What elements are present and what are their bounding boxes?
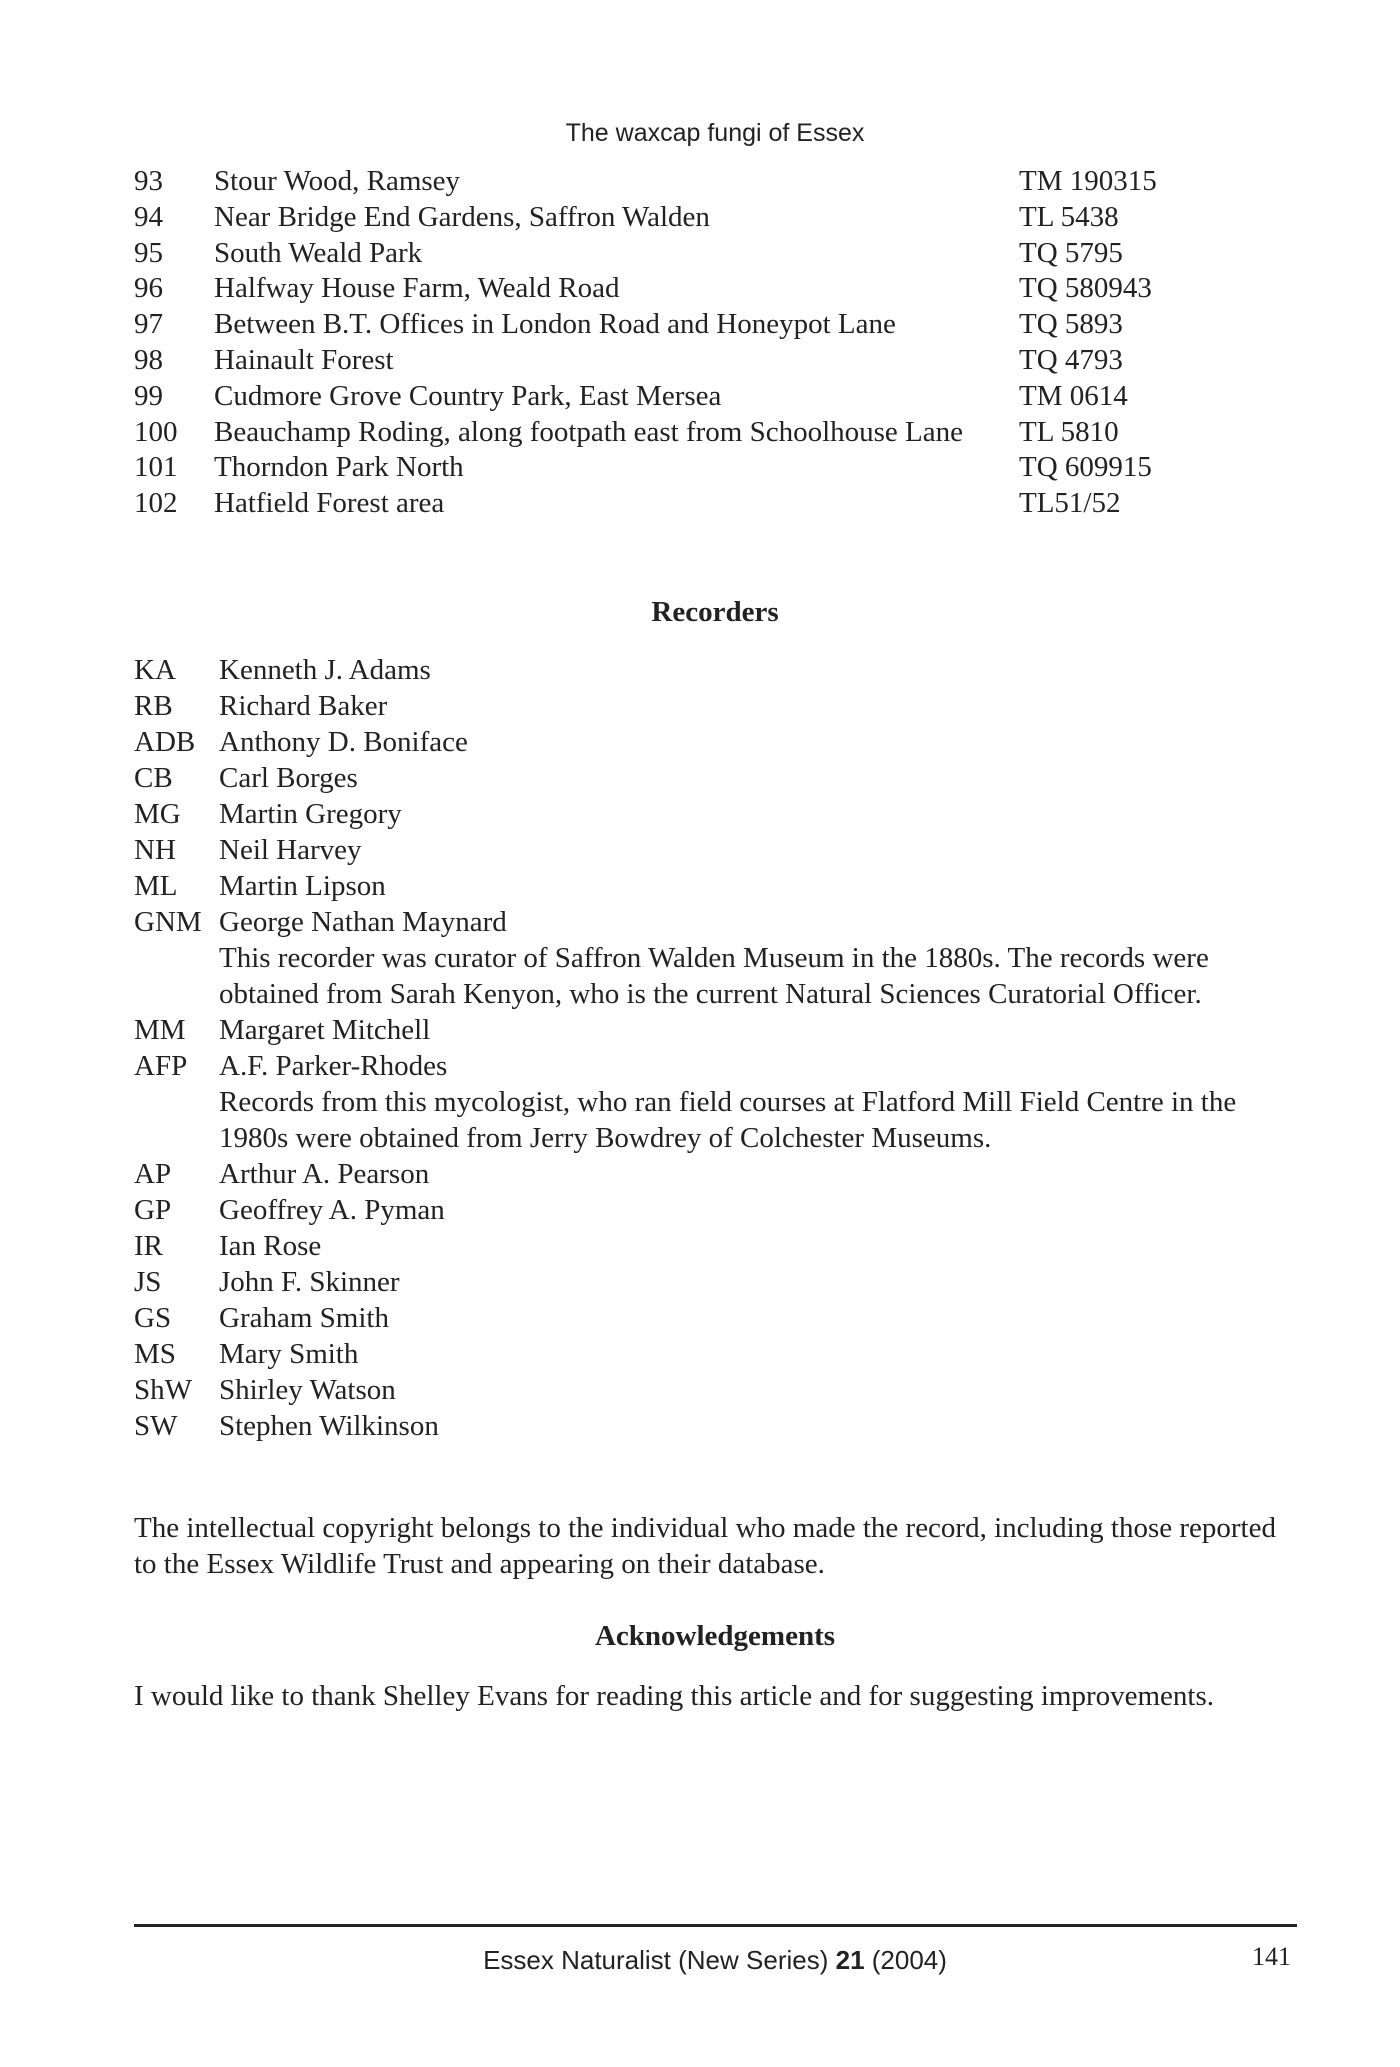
site-name: Hatfield Forest area — [214, 487, 445, 520]
grid-reference: TQ 5795 — [1019, 236, 1123, 269]
recorder-entry — [134, 1156, 1284, 1192]
recorder-name: Mary Smith — [219, 1338, 359, 1370]
recorder-name: Kenneth J. Adams — [219, 654, 431, 686]
grid-reference: TL 5810 — [1019, 415, 1119, 448]
recorder-code: MM — [134, 1014, 186, 1046]
running-head: The waxcap fungi of Essex — [565, 119, 865, 147]
recorder-entry — [134, 1228, 1284, 1264]
recorder-code: ML — [134, 870, 178, 902]
site-name: Stour Wood, Ramsey — [214, 165, 461, 197]
recorder-code: GP — [134, 1194, 172, 1226]
grid-reference: TL 5438 — [1019, 200, 1119, 233]
recorder-name: John F. Skinner — [219, 1266, 400, 1298]
recorder-code: NH — [134, 834, 176, 866]
grid-reference: TQ 4793 — [1019, 344, 1123, 376]
recorders-heading: Recorders — [651, 596, 779, 628]
recorder-name: Martin Gregory — [219, 798, 402, 830]
acknowledgements-paragraph: I would like to thank Shelley Evans for reading this article and for suggesting improvements. — [134, 1680, 1215, 1712]
recorder-code: IR — [134, 1230, 163, 1262]
recorder-code: SW — [134, 1410, 178, 1442]
recorder-name: Ian Rose — [219, 1230, 322, 1262]
recorder-code: MG — [134, 798, 181, 830]
site-number: 102 — [134, 487, 178, 520]
recorder-name: Margaret Mitchell — [219, 1014, 431, 1046]
copyright-paragraph: The intellectual copyright belongs to the individual who made the record, including those reported to the Essex Wildlife Trust and appearing on their database. — [134, 1512, 1276, 1580]
journal-title: Essex Naturalist (New Series) — [483, 1945, 829, 1975]
recorder-name: Arthur A. Pearson — [219, 1158, 430, 1190]
recorder-code: JS — [134, 1266, 162, 1298]
recorder-name: Geoffrey A. Pyman — [219, 1194, 445, 1226]
recorder-entry — [134, 724, 1284, 760]
site-name: South Weald Park — [214, 236, 423, 269]
recorder-entry — [134, 652, 1284, 688]
recorder-note: This recorder was curator of Saffron Walden Museum in the 1880s. The records were obtained from Sarah Kenyon, who is the current Natural Sciences Curatorial Officer. — [219, 942, 1209, 1010]
recorder-name: Graham Smith — [219, 1302, 389, 1334]
page-number: 141 — [1252, 1942, 1291, 1971]
recorder-code: RB — [134, 690, 173, 722]
recorder-code: AP — [134, 1158, 172, 1190]
recorder-entry — [134, 1300, 1284, 1336]
site-number: 97 — [134, 308, 163, 341]
recorder-name: Carl Borges — [219, 762, 358, 794]
recorder-entry — [134, 1336, 1284, 1372]
grid-reference: TM 0614 — [1019, 379, 1128, 412]
site-number: 98 — [134, 344, 163, 376]
acknowledgements-heading: Acknowledgements — [594, 1620, 836, 1652]
recorder-entry — [134, 796, 1284, 832]
site-name: Halfway House Farm, Weald Road — [214, 272, 620, 305]
recorder-code: KA — [134, 654, 176, 686]
recorder-name: Richard Baker — [219, 690, 388, 722]
recorder-name: A.F. Parker-Rhodes — [219, 1050, 448, 1082]
site-name: Hainault Forest — [214, 344, 394, 376]
publication-year: (2004) — [871, 1945, 947, 1975]
site-number: 96 — [134, 272, 163, 305]
recorder-entry — [134, 1012, 1284, 1048]
grid-reference: TQ 580943 — [1019, 272, 1152, 305]
site-name: Thorndon Park North — [214, 451, 464, 484]
recorder-code: MS — [134, 1338, 176, 1370]
site-name: Cudmore Grove Country Park, East Mersea — [214, 379, 722, 412]
grid-reference: TL51/52 — [1019, 487, 1121, 520]
site-number: 94 — [134, 200, 163, 233]
recorder-code: AFP — [134, 1050, 188, 1082]
site-number: 95 — [134, 236, 163, 269]
recorder-name: Stephen Wilkinson — [219, 1410, 439, 1442]
recorder-list — [134, 652, 1284, 1444]
site-name: Near Bridge End Gardens, Saffron Walden — [214, 200, 710, 233]
recorder-name: Anthony D. Boniface — [219, 726, 468, 758]
footer-rule — [134, 1924, 1297, 1927]
recorder-note: Records from this mycologist, who ran field courses at Flatford Mill Field Centre in the 1980s were obtained from Jerry Bowdrey of Colchester Museums. — [219, 1086, 1237, 1154]
recorder-code: ADB — [134, 726, 196, 758]
site-name: Between B.T. Offices in London Road and Honeypot Lane — [214, 308, 896, 341]
recorder-entry — [134, 760, 1284, 796]
recorder-entry — [134, 832, 1284, 868]
recorder-entry — [134, 1264, 1284, 1300]
site-number: 99 — [134, 379, 163, 412]
recorder-entry — [134, 688, 1284, 724]
site-number: 100 — [134, 415, 178, 448]
volume-number: 21 — [835, 1945, 865, 1975]
grid-reference: TM 190315 — [1019, 165, 1157, 197]
site-number: 93 — [134, 165, 163, 197]
recorder-name: Neil Harvey — [219, 834, 362, 866]
recorder-entry — [134, 1192, 1284, 1228]
recorder-name: George Nathan Maynard — [219, 906, 507, 938]
recorder-code: GS — [134, 1302, 172, 1334]
grid-reference: TQ 5893 — [1019, 308, 1123, 341]
grid-reference: TQ 609915 — [1019, 451, 1152, 484]
site-number: 101 — [134, 451, 178, 484]
recorder-name: Shirley Watson — [219, 1374, 396, 1406]
recorder-name: Martin Lipson — [219, 870, 386, 902]
recorder-code: GNM — [134, 906, 202, 938]
recorder-entry — [134, 1408, 1284, 1444]
footer-journal-citation — [0, 1945, 1400, 1976]
recorder-code: CB — [134, 762, 173, 794]
site-name: Beauchamp Roding, along footpath east from Schoolhouse Lane — [214, 415, 963, 448]
recorder-entry — [134, 904, 1284, 1012]
recorder-code: ShW — [134, 1374, 192, 1406]
recorder-entry — [134, 1372, 1284, 1408]
recorder-entry — [134, 868, 1284, 904]
recorder-entry — [134, 1048, 1284, 1156]
